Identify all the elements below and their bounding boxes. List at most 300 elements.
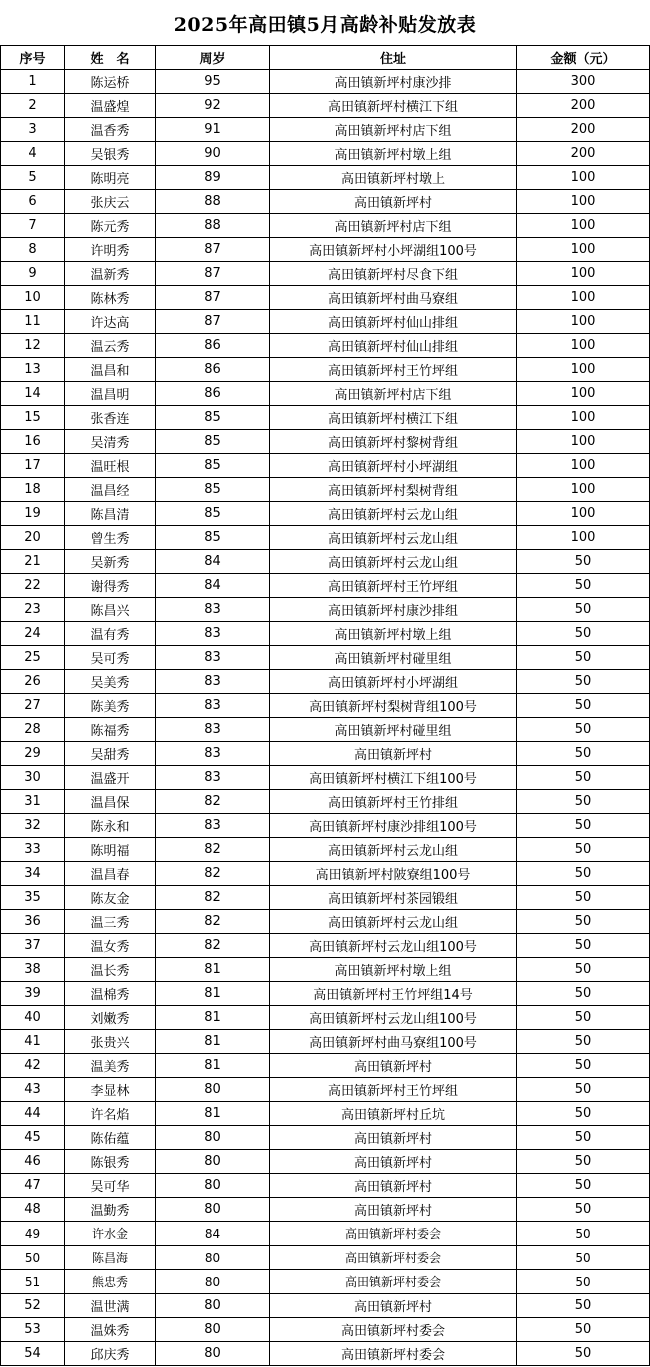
table-row (1, 1294, 650, 1318)
cell-age: 81 (156, 1054, 270, 1078)
cell-address: 高田镇新坪村云龙山组100号 (270, 934, 517, 958)
cell-serial-number: 45 (1, 1126, 65, 1150)
table-row (1, 838, 650, 862)
cell-amount: 50 (517, 958, 650, 982)
cell-name: 陈昌清 (65, 502, 156, 526)
cell-amount: 50 (517, 1318, 650, 1342)
cell-age: 83 (156, 766, 270, 790)
cell-amount: 50 (517, 1102, 650, 1126)
cell-name: 温旺根 (65, 454, 156, 478)
cell-name: 许名焰 (65, 1102, 156, 1126)
cell-age: 91 (156, 118, 270, 142)
cell-amount: 50 (517, 1126, 650, 1150)
cell-address: 高田镇新坪村梨树背组100号 (270, 694, 517, 718)
cell-amount: 100 (517, 526, 650, 550)
cell-address: 高田镇新坪村 (270, 742, 517, 766)
cell-name: 许明秀 (65, 238, 156, 262)
cell-age: 82 (156, 910, 270, 934)
cell-address: 高田镇新坪村 (270, 1126, 517, 1150)
table-row (1, 526, 650, 550)
cell-address: 高田镇新坪村横江下组100号 (270, 766, 517, 790)
cell-amount: 50 (517, 1150, 650, 1174)
cell-age: 90 (156, 142, 270, 166)
table-row (1, 982, 650, 1006)
cell-address: 高田镇新坪村 (270, 1150, 517, 1174)
cell-serial-number: 19 (1, 502, 65, 526)
cell-name: 陈林秀 (65, 286, 156, 310)
table-row (1, 958, 650, 982)
table-row (1, 1006, 650, 1030)
cell-amount: 50 (517, 622, 650, 646)
cell-address: 高田镇新坪村茶园锻组 (270, 886, 517, 910)
cell-amount: 100 (517, 358, 650, 382)
cell-address: 高田镇新坪村王竹坪组 (270, 358, 517, 382)
cell-age: 82 (156, 838, 270, 862)
table-row (1, 478, 650, 502)
cell-name: 陈友金 (65, 886, 156, 910)
cell-name: 邱庆秀 (65, 1342, 156, 1366)
cell-address: 高田镇新坪村王竹坪组 (270, 574, 517, 598)
cell-serial-number: 39 (1, 982, 65, 1006)
cell-address: 高田镇新坪村委会 (270, 1246, 517, 1270)
header-amount: 金额（元） (517, 46, 650, 70)
cell-name: 温盛煌 (65, 94, 156, 118)
cell-name: 熊忠秀 (65, 1270, 156, 1294)
cell-address: 高田镇新坪村云龙山组 (270, 838, 517, 862)
cell-serial-number: 50 (1, 1246, 65, 1270)
cell-age: 89 (156, 166, 270, 190)
cell-serial-number: 22 (1, 574, 65, 598)
cell-amount: 200 (517, 94, 650, 118)
cell-address: 高田镇新坪村陂寮组100号 (270, 862, 517, 886)
header-serial-number: 序号 (1, 46, 65, 70)
cell-amount: 100 (517, 382, 650, 406)
cell-amount: 50 (517, 1054, 650, 1078)
cell-serial-number: 27 (1, 694, 65, 718)
cell-age: 80 (156, 1294, 270, 1318)
cell-serial-number: 53 (1, 1318, 65, 1342)
table-row (1, 574, 650, 598)
cell-amount: 50 (517, 574, 650, 598)
cell-address: 高田镇新坪村横江下组 (270, 406, 517, 430)
table-row (1, 862, 650, 886)
cell-age: 87 (156, 310, 270, 334)
cell-serial-number: 9 (1, 262, 65, 286)
cell-amount: 50 (517, 814, 650, 838)
cell-amount: 200 (517, 142, 650, 166)
cell-serial-number: 52 (1, 1294, 65, 1318)
cell-name: 陈银秀 (65, 1150, 156, 1174)
cell-serial-number: 15 (1, 406, 65, 430)
header-address: 住址 (270, 46, 517, 70)
table-row (1, 310, 650, 334)
cell-age: 81 (156, 1030, 270, 1054)
subsidy-table (0, 45, 650, 1366)
cell-age: 87 (156, 238, 270, 262)
cell-name: 陈佑蕴 (65, 1126, 156, 1150)
table-row (1, 742, 650, 766)
table-row (1, 430, 650, 454)
cell-address: 高田镇新坪村店下组 (270, 118, 517, 142)
cell-amount: 100 (517, 454, 650, 478)
cell-name: 温勤秀 (65, 1198, 156, 1222)
cell-amount: 50 (517, 790, 650, 814)
cell-address: 高田镇新坪村墩上 (270, 166, 517, 190)
cell-amount: 50 (517, 982, 650, 1006)
cell-address: 高田镇新坪村仙山排组 (270, 334, 517, 358)
table-row (1, 1150, 650, 1174)
table-row (1, 1054, 650, 1078)
cell-age: 83 (156, 718, 270, 742)
cell-serial-number: 25 (1, 646, 65, 670)
cell-serial-number: 17 (1, 454, 65, 478)
cell-amount: 50 (517, 718, 650, 742)
cell-name: 温昌和 (65, 358, 156, 382)
table-row (1, 814, 650, 838)
cell-address: 高田镇新坪村 (270, 1054, 517, 1078)
cell-address: 高田镇新坪村墩上组 (270, 142, 517, 166)
cell-amount: 50 (517, 1342, 650, 1366)
table-row (1, 910, 650, 934)
cell-name: 陈美秀 (65, 694, 156, 718)
cell-name: 陈运桥 (65, 70, 156, 94)
cell-name: 陈昌兴 (65, 598, 156, 622)
table-row (1, 166, 650, 190)
cell-age: 86 (156, 358, 270, 382)
cell-amount: 300 (517, 70, 650, 94)
cell-serial-number: 8 (1, 238, 65, 262)
cell-serial-number: 44 (1, 1102, 65, 1126)
cell-amount: 50 (517, 862, 650, 886)
cell-serial-number: 10 (1, 286, 65, 310)
table-row (1, 1102, 650, 1126)
cell-name: 温昌经 (65, 478, 156, 502)
cell-address: 高田镇新坪村梨树背组 (270, 478, 517, 502)
cell-amount: 100 (517, 190, 650, 214)
cell-name: 张贵兴 (65, 1030, 156, 1054)
cell-serial-number: 21 (1, 550, 65, 574)
cell-age: 80 (156, 1246, 270, 1270)
cell-amount: 50 (517, 934, 650, 958)
cell-amount: 100 (517, 310, 650, 334)
cell-name: 温美秀 (65, 1054, 156, 1078)
cell-age: 83 (156, 694, 270, 718)
cell-serial-number: 20 (1, 526, 65, 550)
table-row (1, 1030, 650, 1054)
cell-age: 82 (156, 934, 270, 958)
cell-address: 高田镇新坪村曲马寮组100号 (270, 1030, 517, 1054)
cell-name: 李显林 (65, 1078, 156, 1102)
table-row (1, 790, 650, 814)
cell-amount: 50 (517, 646, 650, 670)
cell-amount: 100 (517, 478, 650, 502)
cell-name: 吴美秀 (65, 670, 156, 694)
table-row (1, 1198, 650, 1222)
table-body (1, 70, 650, 1366)
cell-age: 80 (156, 1318, 270, 1342)
cell-age: 85 (156, 454, 270, 478)
cell-age: 85 (156, 526, 270, 550)
cell-serial-number: 48 (1, 1198, 65, 1222)
cell-serial-number: 5 (1, 166, 65, 190)
cell-name: 温香秀 (65, 118, 156, 142)
cell-serial-number: 34 (1, 862, 65, 886)
cell-age: 85 (156, 430, 270, 454)
cell-address: 高田镇新坪村 (270, 1294, 517, 1318)
table-row (1, 502, 650, 526)
cell-amount: 50 (517, 1270, 650, 1294)
cell-serial-number: 11 (1, 310, 65, 334)
table-row (1, 1174, 650, 1198)
cell-serial-number: 36 (1, 910, 65, 934)
cell-address: 高田镇新坪村墩上组 (270, 958, 517, 982)
cell-name: 刘嫩秀 (65, 1006, 156, 1030)
cell-serial-number: 43 (1, 1078, 65, 1102)
table-row (1, 670, 650, 694)
cell-serial-number: 12 (1, 334, 65, 358)
cell-amount: 100 (517, 166, 650, 190)
cell-address: 高田镇新坪村康沙排组100号 (270, 814, 517, 838)
cell-age: 83 (156, 646, 270, 670)
cell-amount: 50 (517, 1246, 650, 1270)
cell-age: 88 (156, 214, 270, 238)
table-row (1, 190, 650, 214)
table-row (1, 70, 650, 94)
cell-serial-number: 7 (1, 214, 65, 238)
cell-address: 高田镇新坪村王竹坪组 (270, 1078, 517, 1102)
cell-address: 高田镇新坪村碰里组 (270, 718, 517, 742)
table-row (1, 286, 650, 310)
table-row (1, 1270, 650, 1294)
table-row (1, 1246, 650, 1270)
cell-name: 温女秀 (65, 934, 156, 958)
cell-name: 吴新秀 (65, 550, 156, 574)
table-row (1, 238, 650, 262)
cell-amount: 50 (517, 670, 650, 694)
cell-age: 80 (156, 1126, 270, 1150)
cell-age: 84 (156, 574, 270, 598)
cell-age: 88 (156, 190, 270, 214)
header-age: 周岁 (156, 46, 270, 70)
cell-age: 81 (156, 1102, 270, 1126)
cell-serial-number: 29 (1, 742, 65, 766)
cell-address: 高田镇新坪村云龙山组 (270, 526, 517, 550)
table-row (1, 1126, 650, 1150)
cell-amount: 50 (517, 1174, 650, 1198)
cell-name: 温盛开 (65, 766, 156, 790)
cell-name: 温世满 (65, 1294, 156, 1318)
cell-address: 高田镇新坪村康沙排 (270, 70, 517, 94)
header-row (1, 46, 650, 70)
cell-amount: 50 (517, 742, 650, 766)
cell-name: 曾生秀 (65, 526, 156, 550)
cell-serial-number: 23 (1, 598, 65, 622)
cell-address: 高田镇新坪村云龙山组100号 (270, 1006, 517, 1030)
cell-address: 高田镇新坪村云龙山组 (270, 910, 517, 934)
table-row (1, 718, 650, 742)
cell-amount: 50 (517, 1222, 650, 1246)
cell-name: 许达高 (65, 310, 156, 334)
cell-address: 高田镇新坪村委会 (270, 1342, 517, 1366)
cell-address: 高田镇新坪村仙山排组 (270, 310, 517, 334)
cell-age: 86 (156, 382, 270, 406)
table-row (1, 1078, 650, 1102)
cell-age: 83 (156, 670, 270, 694)
cell-serial-number: 51 (1, 1270, 65, 1294)
cell-amount: 100 (517, 286, 650, 310)
cell-address: 高田镇新坪村小坪湖组 (270, 670, 517, 694)
cell-address: 高田镇新坪村小坪湖组 (270, 454, 517, 478)
cell-age: 82 (156, 790, 270, 814)
cell-age: 80 (156, 1342, 270, 1366)
cell-name: 张香连 (65, 406, 156, 430)
cell-address: 高田镇新坪村黎树背组 (270, 430, 517, 454)
table-row (1, 334, 650, 358)
cell-age: 87 (156, 286, 270, 310)
page-title: 2025年高田镇5月高龄补贴发放表 (173, 14, 477, 36)
cell-serial-number: 30 (1, 766, 65, 790)
cell-amount: 100 (517, 502, 650, 526)
cell-amount: 50 (517, 766, 650, 790)
cell-amount: 50 (517, 886, 650, 910)
table-row (1, 934, 650, 958)
cell-serial-number: 40 (1, 1006, 65, 1030)
cell-amount: 100 (517, 430, 650, 454)
cell-serial-number: 1 (1, 70, 65, 94)
cell-amount: 200 (517, 118, 650, 142)
cell-address: 高田镇新坪村王竹排组 (270, 790, 517, 814)
cell-name: 吴可秀 (65, 646, 156, 670)
cell-serial-number: 49 (1, 1222, 65, 1246)
cell-name: 温新秀 (65, 262, 156, 286)
table-row (1, 622, 650, 646)
cell-age: 92 (156, 94, 270, 118)
cell-address: 高田镇新坪村委会 (270, 1270, 517, 1294)
table-row (1, 142, 650, 166)
cell-amount: 100 (517, 406, 650, 430)
table-row (1, 694, 650, 718)
cell-age: 84 (156, 1222, 270, 1246)
table-row (1, 598, 650, 622)
table-row (1, 454, 650, 478)
cell-age: 83 (156, 598, 270, 622)
cell-address: 高田镇新坪村丘坑 (270, 1102, 517, 1126)
cell-name: 张庆云 (65, 190, 156, 214)
cell-name: 谢得秀 (65, 574, 156, 598)
table-row (1, 382, 650, 406)
cell-serial-number: 31 (1, 790, 65, 814)
cell-amount: 50 (517, 1078, 650, 1102)
cell-serial-number: 38 (1, 958, 65, 982)
cell-serial-number: 16 (1, 430, 65, 454)
cell-name: 吴可华 (65, 1174, 156, 1198)
cell-name: 温姝秀 (65, 1318, 156, 1342)
cell-serial-number: 14 (1, 382, 65, 406)
cell-age: 82 (156, 886, 270, 910)
cell-name: 温三秀 (65, 910, 156, 934)
header-name: 姓 名 (65, 46, 156, 70)
cell-age: 80 (156, 1078, 270, 1102)
cell-age: 83 (156, 814, 270, 838)
cell-age: 80 (156, 1198, 270, 1222)
cell-name: 陈明亮 (65, 166, 156, 190)
cell-age: 81 (156, 958, 270, 982)
cell-serial-number: 18 (1, 478, 65, 502)
cell-serial-number: 13 (1, 358, 65, 382)
cell-name: 陈福秀 (65, 718, 156, 742)
cell-name: 吴清秀 (65, 430, 156, 454)
cell-address: 高田镇新坪村店下组 (270, 214, 517, 238)
table-row (1, 1318, 650, 1342)
table-row (1, 118, 650, 142)
table-row (1, 358, 650, 382)
cell-name: 温云秀 (65, 334, 156, 358)
cell-serial-number: 35 (1, 886, 65, 910)
cell-address: 高田镇新坪村 (270, 190, 517, 214)
table-row (1, 1222, 650, 1246)
cell-name: 温长秀 (65, 958, 156, 982)
cell-address: 高田镇新坪村尽食下组 (270, 262, 517, 286)
cell-age: 82 (156, 862, 270, 886)
cell-name: 温有秀 (65, 622, 156, 646)
cell-serial-number: 32 (1, 814, 65, 838)
cell-address: 高田镇新坪村 (270, 1198, 517, 1222)
table-row (1, 214, 650, 238)
cell-age: 87 (156, 262, 270, 286)
cell-address: 高田镇新坪村小坪湖组100号 (270, 238, 517, 262)
cell-amount: 50 (517, 1294, 650, 1318)
cell-serial-number: 4 (1, 142, 65, 166)
cell-address: 高田镇新坪村 (270, 1174, 517, 1198)
cell-address: 高田镇新坪村店下组 (270, 382, 517, 406)
cell-amount: 100 (517, 214, 650, 238)
table-row (1, 94, 650, 118)
cell-age: 80 (156, 1270, 270, 1294)
table-row (1, 550, 650, 574)
cell-address: 高田镇新坪村碰里组 (270, 646, 517, 670)
cell-serial-number: 47 (1, 1174, 65, 1198)
cell-address: 高田镇新坪村委会 (270, 1222, 517, 1246)
cell-age: 83 (156, 622, 270, 646)
cell-name: 陈昌海 (65, 1246, 156, 1270)
cell-address: 高田镇新坪村云龙山组 (270, 550, 517, 574)
cell-age: 86 (156, 334, 270, 358)
table-row (1, 262, 650, 286)
cell-amount: 50 (517, 1030, 650, 1054)
cell-age: 85 (156, 478, 270, 502)
cell-age: 85 (156, 406, 270, 430)
cell-serial-number: 46 (1, 1150, 65, 1174)
table-row (1, 1342, 650, 1366)
cell-age: 85 (156, 502, 270, 526)
cell-name: 陈元秀 (65, 214, 156, 238)
cell-age: 80 (156, 1174, 270, 1198)
cell-serial-number: 28 (1, 718, 65, 742)
cell-name: 温棉秀 (65, 982, 156, 1006)
cell-serial-number: 6 (1, 190, 65, 214)
cell-serial-number: 3 (1, 118, 65, 142)
cell-address: 高田镇新坪村横江下组 (270, 94, 517, 118)
cell-serial-number: 33 (1, 838, 65, 862)
cell-address: 高田镇新坪村曲马寮组 (270, 286, 517, 310)
cell-serial-number: 24 (1, 622, 65, 646)
cell-address: 高田镇新坪村云龙山组 (270, 502, 517, 526)
cell-address: 高田镇新坪村王竹坪组14号 (270, 982, 517, 1006)
cell-name: 陈永和 (65, 814, 156, 838)
cell-name: 温昌春 (65, 862, 156, 886)
cell-age: 81 (156, 982, 270, 1006)
cell-amount: 50 (517, 598, 650, 622)
